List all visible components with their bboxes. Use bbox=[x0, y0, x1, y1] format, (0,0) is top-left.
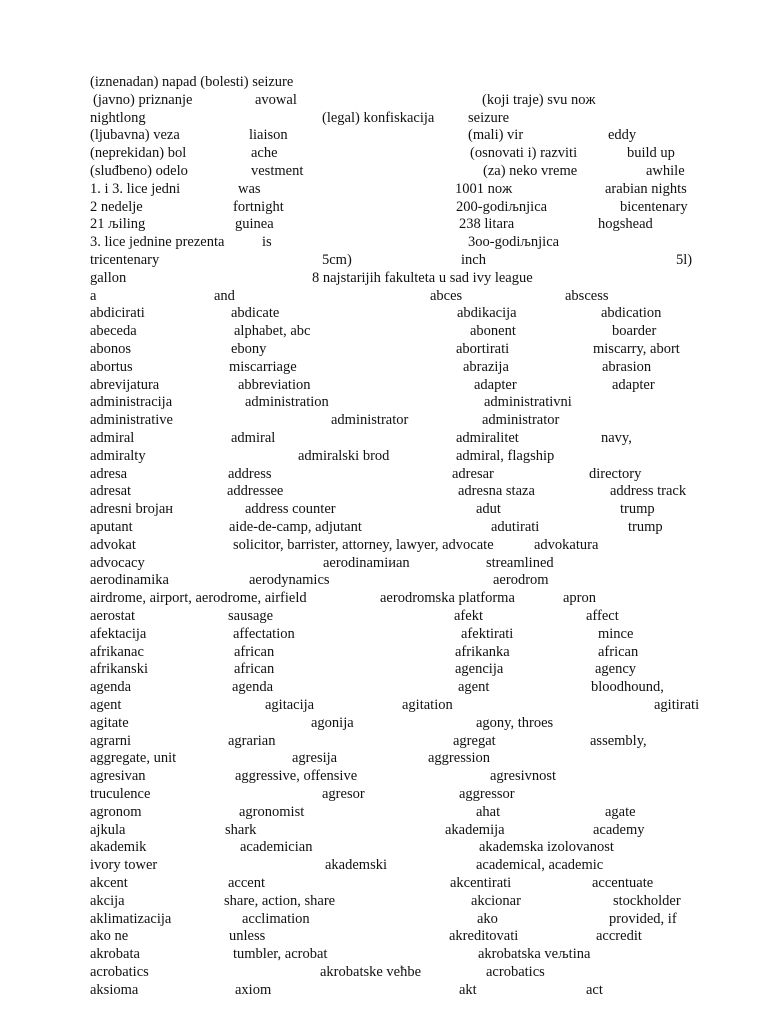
text-run: directory bbox=[589, 465, 642, 482]
text-line bbox=[0, 251, 768, 269]
text-run: admiralitet bbox=[456, 430, 519, 446]
text-run: seizure bbox=[468, 109, 510, 126]
text-run: abdikacija bbox=[457, 305, 517, 322]
text-run: acrobatics bbox=[90, 964, 149, 980]
text-run: ivory tower bbox=[90, 857, 158, 874]
text-run: ako ne bbox=[90, 928, 129, 945]
text-line bbox=[0, 91, 768, 109]
text-line bbox=[0, 981, 768, 999]
text-run: 1. i 3. lice jedni bbox=[90, 180, 181, 197]
text-run: (iznenadan) napad (bolesti) seizure bbox=[90, 74, 294, 90]
text-run: adut bbox=[476, 501, 501, 518]
text-run: agrarni bbox=[90, 732, 132, 749]
text-run: agenda bbox=[232, 679, 274, 696]
text-run: (koji traje) svu noж bbox=[482, 91, 596, 108]
text-run: solicitor, barrister, attorney, lawyer, advocate bbox=[233, 536, 494, 553]
text-run: afrikanac bbox=[90, 643, 144, 660]
text-run: 2 nedelje bbox=[90, 198, 143, 215]
text-run: abces bbox=[430, 287, 463, 304]
text-run: accredit bbox=[596, 928, 642, 945]
text-run: aggressive, offensive bbox=[235, 768, 358, 785]
text-run: akademski bbox=[325, 857, 388, 874]
text-run: aklimatizacija bbox=[90, 910, 172, 927]
text-run: agonija bbox=[311, 714, 354, 731]
text-line bbox=[0, 892, 768, 910]
text-run: axiom bbox=[235, 981, 272, 998]
text-line bbox=[0, 269, 768, 287]
text-run: boarder bbox=[612, 323, 657, 340]
text-run: adresa bbox=[90, 465, 128, 482]
text-run: agitirati bbox=[654, 697, 700, 713]
text-line bbox=[0, 180, 768, 198]
text-run: (ljubavna) veza bbox=[90, 127, 180, 144]
text-run: trump bbox=[628, 519, 663, 535]
text-run: agent bbox=[90, 697, 122, 713]
text-run: act bbox=[586, 981, 603, 998]
text-run: airdrome, airport, aerodrome, airfield bbox=[90, 590, 307, 607]
text-line bbox=[0, 927, 768, 945]
text-run: ache bbox=[251, 145, 278, 162]
text-run: administracija bbox=[90, 394, 173, 411]
text-line bbox=[0, 73, 768, 91]
text-run: afektirati bbox=[461, 625, 514, 642]
text-run: african bbox=[234, 643, 275, 660]
text-run: 5cm) bbox=[322, 252, 352, 268]
text-run: avowal bbox=[255, 91, 297, 108]
text-run: agronomist bbox=[239, 803, 305, 820]
text-run: afrikanka bbox=[455, 643, 510, 660]
text-run: truculence bbox=[90, 786, 151, 802]
text-run: agresivan bbox=[90, 768, 146, 785]
text-run: akrobatska veљtina bbox=[478, 946, 591, 963]
text-run: adapter bbox=[474, 376, 517, 393]
text-line bbox=[0, 198, 768, 216]
text-run: aide-de-camp, adjutant bbox=[229, 519, 362, 535]
text-line bbox=[0, 233, 768, 251]
text-run: abrevijatura bbox=[90, 376, 160, 393]
text-run: was bbox=[238, 180, 261, 197]
text-run: hogshead bbox=[598, 216, 653, 233]
text-run: bicentenary bbox=[620, 198, 688, 215]
text-run: adutirati bbox=[491, 519, 540, 535]
text-run: agresivnost bbox=[490, 768, 557, 785]
text-run: gallon bbox=[90, 269, 127, 286]
text-line bbox=[0, 340, 768, 358]
text-run: tricentenary bbox=[90, 252, 160, 268]
text-run: (javno) priznanje bbox=[93, 91, 193, 108]
text-run: admiral, flagship bbox=[456, 447, 555, 464]
text-run: admiralty bbox=[90, 447, 146, 464]
text-run: abdicirati bbox=[90, 305, 145, 322]
text-run: afektacija bbox=[90, 625, 147, 642]
text-run: abdicate bbox=[231, 305, 280, 322]
text-line bbox=[0, 109, 768, 127]
text-line bbox=[0, 963, 768, 981]
text-line bbox=[0, 447, 768, 465]
text-run: agony, throes bbox=[476, 714, 554, 731]
text-run: aerostat bbox=[90, 608, 136, 624]
text-run: academy bbox=[593, 821, 645, 838]
text-line bbox=[0, 162, 768, 180]
text-run: agresor bbox=[322, 786, 365, 802]
text-run: aerodynamics bbox=[249, 572, 330, 589]
text-run: abeceda bbox=[90, 323, 137, 340]
text-run: ebony bbox=[231, 341, 267, 357]
text-run: agency bbox=[595, 661, 637, 678]
text-run: agregat bbox=[453, 732, 496, 749]
text-run: advocacy bbox=[90, 554, 145, 571]
text-run: advokat bbox=[90, 536, 136, 553]
text-run: navy, bbox=[601, 430, 632, 446]
text-run: (neprekidan) bol bbox=[90, 145, 187, 162]
text-run: agronom bbox=[90, 803, 142, 820]
text-run: aputant bbox=[90, 519, 133, 535]
text-run: aggressor bbox=[459, 786, 515, 802]
text-run: abortus bbox=[90, 358, 133, 375]
text-line bbox=[0, 678, 768, 696]
text-run: a bbox=[90, 287, 97, 304]
text-run: adresna staza bbox=[458, 483, 535, 500]
text-run: address bbox=[228, 465, 272, 482]
text-line bbox=[0, 732, 768, 750]
text-run: agrarian bbox=[228, 732, 276, 749]
text-line bbox=[0, 518, 768, 536]
text-run: administrativni bbox=[484, 394, 572, 411]
text-run: alphabet, abc bbox=[234, 323, 311, 340]
text-run: liaison bbox=[249, 127, 288, 144]
text-run: awhile bbox=[646, 163, 685, 179]
text-run: abonos bbox=[90, 341, 132, 357]
text-run: and bbox=[214, 287, 235, 304]
text-run: nightlong bbox=[90, 109, 146, 126]
text-line bbox=[0, 393, 768, 411]
text-run: abrasion bbox=[602, 358, 652, 375]
text-run: eddy bbox=[608, 127, 637, 144]
text-run: abscess bbox=[565, 287, 609, 304]
text-line bbox=[0, 821, 768, 839]
text-run: administrator bbox=[482, 412, 560, 429]
text-run: sausage bbox=[228, 608, 274, 624]
text-run: aggregate, unit bbox=[90, 750, 177, 767]
text-run: acrobatics bbox=[486, 964, 545, 980]
text-run: 3oo-godiљnjica bbox=[468, 234, 560, 251]
text-run: tumbler, acrobat bbox=[233, 946, 328, 963]
text-run: miscarry, abort bbox=[593, 341, 680, 357]
text-run: ako bbox=[477, 910, 498, 927]
text-run: agenda bbox=[90, 679, 132, 696]
text-run: adresni brojaн bbox=[90, 501, 174, 518]
text-line bbox=[0, 785, 768, 803]
text-line bbox=[0, 767, 768, 785]
text-run: build up bbox=[627, 145, 675, 162]
text-run: abortirati bbox=[456, 341, 510, 357]
text-run: guinea bbox=[235, 216, 274, 233]
text-run: abdication bbox=[601, 305, 662, 322]
text-line bbox=[0, 945, 768, 963]
text-run: akcionar bbox=[471, 892, 521, 909]
text-run: 200-godiљnjica bbox=[456, 198, 548, 215]
text-run: unless bbox=[229, 928, 266, 945]
text-run: adresar bbox=[452, 465, 494, 482]
text-run: abonent bbox=[470, 323, 516, 340]
text-run: aerodinamiиan bbox=[323, 554, 410, 571]
text-run: akcent bbox=[90, 875, 128, 891]
text-run: is bbox=[262, 234, 272, 251]
text-run: 5l) bbox=[676, 252, 693, 268]
text-run: (za) neko vreme bbox=[483, 163, 578, 179]
text-run: agitate bbox=[90, 714, 129, 731]
text-run: akademik bbox=[90, 839, 147, 856]
text-run: advokatura bbox=[534, 536, 599, 553]
text-line bbox=[0, 358, 768, 376]
text-run: 8 najstarijih fakulteta u sad ivy league bbox=[312, 269, 533, 286]
text-run: afekt bbox=[454, 608, 483, 624]
text-line bbox=[0, 856, 768, 874]
text-run: streamlined bbox=[486, 554, 554, 571]
text-run: akreditovati bbox=[449, 928, 519, 945]
text-run: administration bbox=[245, 394, 329, 411]
text-line bbox=[0, 607, 768, 625]
text-line bbox=[0, 749, 768, 767]
text-run: agent bbox=[458, 679, 490, 696]
text-run: agresija bbox=[292, 750, 338, 767]
text-line bbox=[0, 696, 768, 714]
text-run: ajkula bbox=[90, 821, 126, 838]
text-run: trump bbox=[620, 501, 655, 518]
text-run: agitacija bbox=[265, 697, 315, 713]
text-run: stockholder bbox=[613, 892, 681, 909]
text-run: (legal) konfiskacija bbox=[322, 109, 435, 126]
text-run: 3. lice jednine prezenta bbox=[90, 234, 225, 251]
text-line bbox=[0, 465, 768, 483]
text-run: admiralski brod bbox=[298, 447, 390, 464]
text-run: (osnovati i) razviti bbox=[470, 145, 578, 162]
text-line bbox=[0, 411, 768, 429]
text-line bbox=[0, 500, 768, 518]
text-line bbox=[0, 910, 768, 928]
text-run: fortnight bbox=[233, 198, 284, 215]
text-run: aksioma bbox=[90, 981, 139, 998]
text-run: inch bbox=[461, 252, 486, 268]
text-run: shark bbox=[225, 821, 257, 838]
text-run: akademska izolovanost bbox=[479, 839, 614, 856]
text-run: administrative bbox=[90, 412, 173, 429]
text-run: 1001 noж bbox=[455, 180, 513, 197]
text-run: apron bbox=[563, 590, 597, 607]
text-run: aerodromska platforma bbox=[380, 590, 515, 607]
text-line bbox=[0, 643, 768, 661]
text-run: mince bbox=[598, 625, 634, 642]
text-run: ahat bbox=[476, 803, 501, 820]
text-run: agencija bbox=[455, 661, 504, 678]
text-run: affect bbox=[586, 608, 619, 624]
text-run: academical, academic bbox=[476, 857, 604, 874]
text-run: african bbox=[234, 661, 275, 678]
text-run: admiral bbox=[90, 430, 135, 446]
text-run: abrazija bbox=[463, 358, 509, 375]
text-line bbox=[0, 838, 768, 856]
text-run: akademija bbox=[445, 821, 505, 838]
text-run: african bbox=[598, 643, 639, 660]
text-run: (mali) vir bbox=[468, 127, 524, 144]
text-line bbox=[0, 536, 768, 554]
text-line bbox=[0, 376, 768, 394]
text-line bbox=[0, 554, 768, 572]
text-line bbox=[0, 482, 768, 500]
text-run: adapter bbox=[612, 376, 655, 393]
text-run: (sluđbeno) odelo bbox=[90, 163, 188, 179]
text-run: address track bbox=[610, 483, 687, 500]
text-line bbox=[0, 874, 768, 892]
text-run: adresat bbox=[90, 483, 132, 500]
text-run: 21 љiling bbox=[90, 216, 146, 233]
text-line bbox=[0, 429, 768, 447]
text-run: aerodinamika bbox=[90, 572, 169, 589]
text-run: aggression bbox=[428, 750, 491, 767]
text-line bbox=[0, 215, 768, 233]
text-run: agate bbox=[605, 803, 636, 820]
text-run: vestment bbox=[251, 163, 304, 179]
text-run: academician bbox=[240, 839, 313, 856]
text-run: acclimation bbox=[242, 910, 310, 927]
text-run: bloodhound, bbox=[591, 679, 664, 696]
text-run: akrobata bbox=[90, 946, 140, 963]
text-line bbox=[0, 287, 768, 305]
text-run: abbreviation bbox=[238, 376, 311, 393]
text-line bbox=[0, 322, 768, 340]
text-run: addressee bbox=[227, 483, 284, 500]
text-run: aerodrom bbox=[493, 572, 549, 589]
text-run: arabian nights bbox=[605, 180, 687, 197]
text-run: share, action, share bbox=[224, 892, 336, 909]
text-run: provided, if bbox=[609, 910, 677, 927]
text-run: akt bbox=[459, 981, 477, 998]
text-run: administrator bbox=[331, 412, 409, 429]
text-run: affectation bbox=[233, 625, 295, 642]
text-run: agitation bbox=[402, 697, 453, 713]
text-run: accentuate bbox=[592, 875, 654, 891]
text-run: assembly, bbox=[590, 732, 647, 749]
text-run: 238 litara bbox=[459, 216, 515, 233]
text-line bbox=[0, 144, 768, 162]
text-line bbox=[0, 625, 768, 643]
text-run: akcentirati bbox=[450, 875, 512, 891]
text-run: address counter bbox=[245, 501, 336, 518]
text-run: afrikanski bbox=[90, 661, 148, 678]
text-line bbox=[0, 803, 768, 821]
text-run: accent bbox=[228, 875, 266, 891]
text-run: akrobatske veћbe bbox=[320, 964, 422, 980]
text-line bbox=[0, 571, 768, 589]
text-run: admiral bbox=[231, 430, 276, 446]
text-line bbox=[0, 714, 768, 732]
text-line bbox=[0, 304, 768, 322]
text-line bbox=[0, 660, 768, 678]
text-run: miscarriage bbox=[229, 358, 297, 375]
text-line bbox=[0, 589, 768, 607]
text-line bbox=[0, 126, 768, 144]
text-run: akcija bbox=[90, 892, 125, 909]
